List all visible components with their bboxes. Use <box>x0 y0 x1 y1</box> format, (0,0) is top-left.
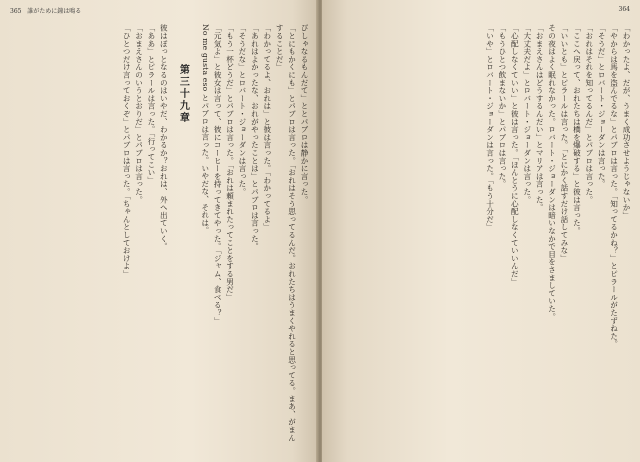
right-page <box>322 0 640 462</box>
right-text-columns <box>330 24 632 452</box>
text-column: 「ひとつだけ言っておくぞ」とパブロは言った。「ちゃんとしておけよ」 <box>122 24 132 278</box>
left-page <box>0 0 318 462</box>
chapter-title: 第三十九章 <box>177 64 189 124</box>
left-running-head <box>10 6 81 15</box>
text-column: 「もう一杯どうだ」とパブロは言った。「おれは頼まれたってことをする男だ」 <box>225 24 235 301</box>
right-running-head <box>619 6 630 13</box>
text-column: 「そうだ」とロバート・ジョーダンは言った。 <box>597 24 607 188</box>
text-column: 「わかったよ、だが、うまく成功させようじゃないか」 <box>622 24 631 219</box>
text-column: 「おまえさんのいうとおりだ」とパブロは言った。 <box>134 24 144 204</box>
right-page-number: 364 <box>618 6 630 13</box>
text-column: 「いいとも」とピラールは言った。「とにかく話すだけ話してみな」 <box>559 24 569 262</box>
left-running-title: 誰がために鐘は鳴る <box>27 8 82 15</box>
text-column: 「いや」とロバート・ジョーダンは言った。「もう十分だ」 <box>485 24 495 231</box>
text-column: 「あれはよかったな、おれがやったことは」とパブロは言った。 <box>250 24 260 251</box>
text-column: ぴしゃなるもんだて」ととパブロは静かに言った。 <box>300 24 309 204</box>
text-column: No me gusta eso とパブロは言った。いやだな、それは。 <box>200 24 210 235</box>
text-column: 「ここへ戻って、おれたちは橋を爆破する」と彼は言った。 <box>572 24 582 235</box>
text-column: 「ああ」とピラールは言った。「行ってこい」 <box>146 24 156 184</box>
text-column: 「やからは馬を盗んでるな」とパブロは言った。「知ってるかね？」とピラールがたずねた。 <box>609 24 619 348</box>
text-column: その夜はよく眠れなかった。ロバート・ジョーダンは暗いなかで目をさましていた。 <box>547 24 557 321</box>
left-text-columns <box>8 24 310 452</box>
text-column: 「おれはそれを知ってるんだ」とパブロは言った。 <box>584 24 594 204</box>
text-column: 「もうひとつ飲まないか」とパブロは言った。 <box>497 24 507 188</box>
left-page-number: 365 <box>10 8 22 15</box>
text-column: 「大丈夫だよ」とロバート・ジョーダンは言った。 <box>522 24 532 204</box>
text-column: 「わかってるよ、おれは」と彼は言った。「わかってるよ」 <box>262 24 272 231</box>
text-column: 「元気よ」と彼女は言って、彼にコーヒーを持ってきてやった。「ジャム、食べる？」 <box>213 24 223 325</box>
text-column: 「心配しなくていい」と彼は言った。「ほんとうに心配しなくていいんだ」 <box>510 24 520 286</box>
text-column: 「そうだな」とロバート・ジョーダンは言った。 <box>237 24 247 196</box>
text-column: 「とにもかくにも」とパブロは言った。「おれはそう思ってるんだ。おれたちはうまくやれると思ってる。まあ、がまんすることだ」 <box>275 24 297 442</box>
text-column: 彼はぼっとなるのはいやだ、わかるか？おれは、外へ出ていく。 <box>159 24 169 251</box>
text-column: 「おまえさんはどうするんだい」とマリアは言った。 <box>535 24 545 212</box>
